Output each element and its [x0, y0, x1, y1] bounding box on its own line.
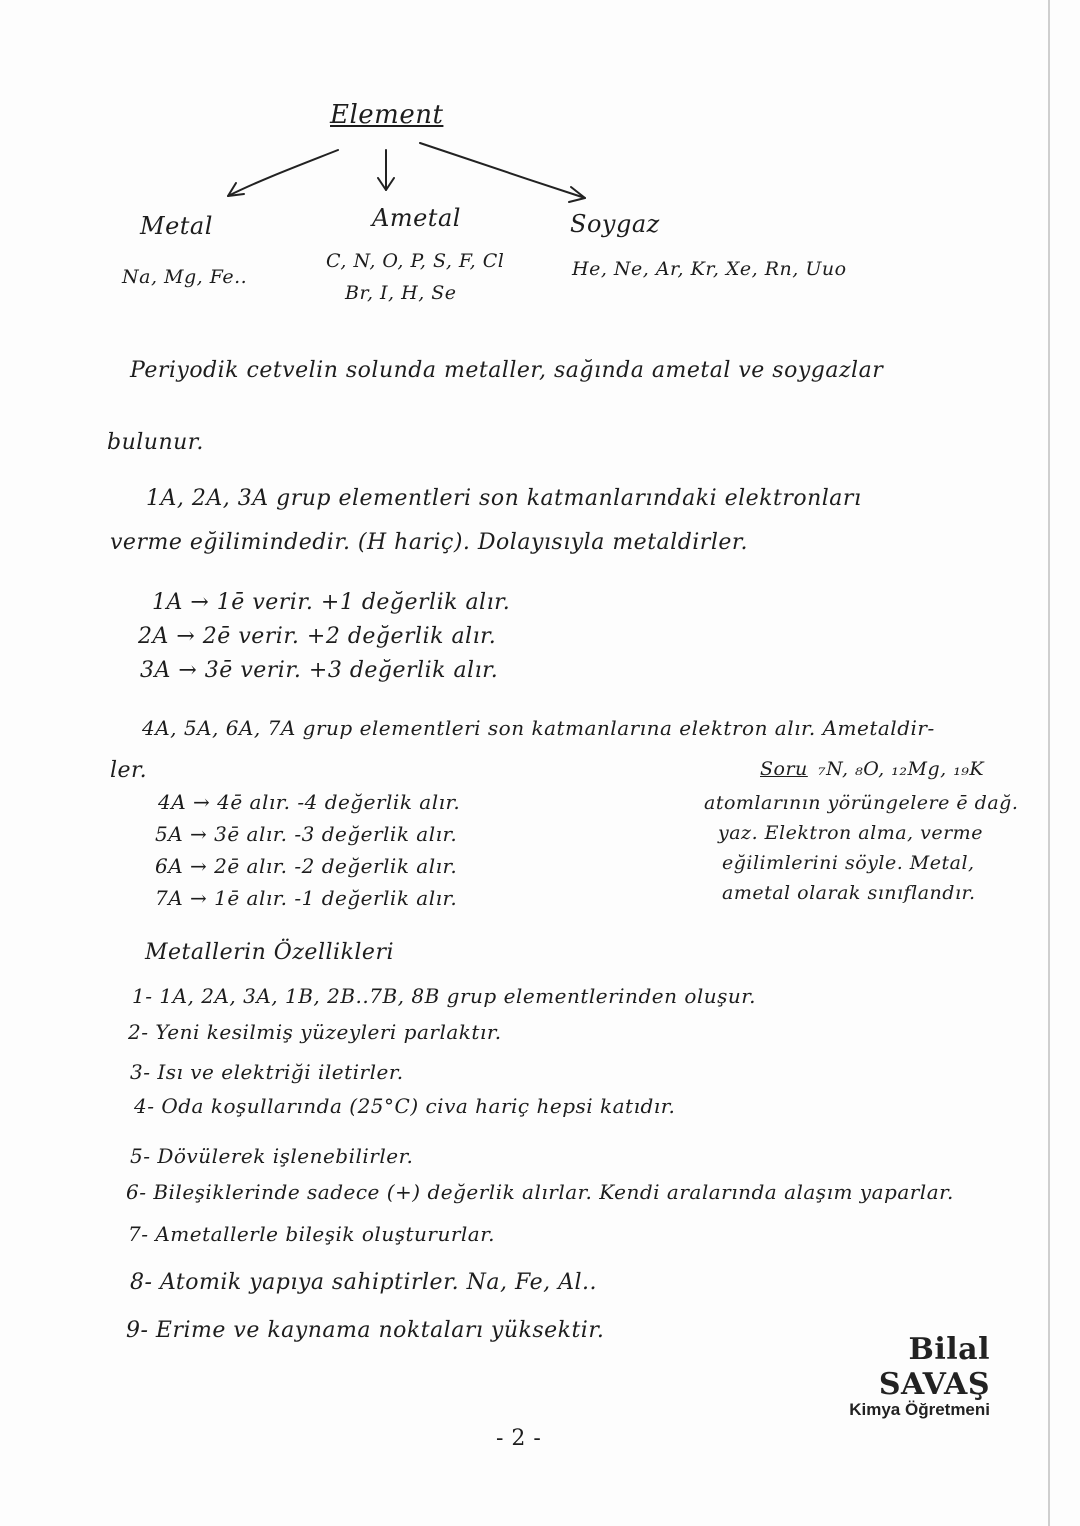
property-item-4: 4- Oda koşullarında (25°C) civa hariç hepsi katıdır.	[134, 1094, 676, 1118]
nonmetals-group-line-2: ler.	[110, 758, 148, 783]
branch-metal-label: Metal	[140, 212, 213, 240]
nonmetals-row-4a: 4A → 4ē alır. -4 değerlik alır.	[158, 790, 461, 814]
nonmetals-row-5a: 5A → 3ē alır. -3 değerlik alır.	[155, 822, 458, 846]
branch-metal-examples: Na, Mg, Fe..	[122, 266, 248, 288]
branch-ametal-label: Ametal	[372, 204, 461, 232]
question-line-4: ametal olarak sınıflandır.	[722, 882, 976, 904]
branch-soygaz-examples: He, Ne, Ar, Kr, Xe, Rn, Uuo	[572, 258, 847, 280]
question-title: Soru	[760, 758, 808, 780]
question-line-1: atomlarının yörüngelere ē dağ.	[704, 792, 1019, 814]
signature-block	[790, 1332, 990, 1420]
page-number: - 2 -	[496, 1426, 542, 1451]
nonmetals-group-line-1: 4A, 5A, 6A, 7A grup elementleri son katmanlarına elektron alır. Ametaldir-	[142, 716, 935, 740]
nonmetals-row-6a: 6A → 2ē alır. -2 değerlik alır.	[155, 854, 458, 878]
intro-line-1: Periyodik cetvelin solunda metaller, sağında ametal ve soygazlar	[130, 358, 884, 383]
intro-line-2: bulunur.	[107, 430, 204, 455]
property-item-3: 3- Isı ve elektriği iletirler.	[130, 1060, 404, 1084]
question-line-2: yaz. Elektron alma, verme	[718, 822, 983, 844]
metals-row-3a: 3A → 3ē verir. +3 değerlik alır.	[140, 658, 499, 683]
property-item-2: 2- Yeni kesilmiş yüzeyleri parlaktır.	[128, 1020, 502, 1044]
arrow-to-soygaz	[420, 143, 585, 198]
property-item-9: 9- Erime ve kaynama noktaları yüksektir.	[126, 1318, 605, 1343]
branch-ametal-examples: C, N, O, P, S, F, Cl	[326, 250, 505, 272]
properties-title: Metallerin Özellikleri	[145, 940, 395, 965]
branch-soygaz-label: Soygaz	[570, 210, 660, 238]
signature-name: Bilal SAVAŞ	[878, 1332, 990, 1402]
property-item-6: 6- Bileşiklerinde sadece (+) değerlik alırlar. Kendi aralarında alaşım yaparlar.	[126, 1180, 954, 1204]
branch-ametal-examples-2: Br, I, H, Se	[345, 282, 457, 304]
metals-row-1a: 1A → 1ē verir. +1 değerlik alır.	[152, 590, 511, 615]
metals-row-2a: 2A → 2ē verir. +2 değerlik alır.	[138, 624, 497, 649]
metals-group-line-2: verme eğilimindedir. (H hariç). Dolayısıyla metaldirler.	[110, 530, 748, 555]
metals-group-line-1: 1A, 2A, 3A grup elementleri son katmanlarındaki elektronları	[146, 486, 862, 511]
arrow-to-metal	[228, 150, 338, 196]
property-item-1: 1- 1A, 2A, 3A, 1B, 2B..7B, 8B grup elementlerinden oluşur.	[132, 984, 756, 1008]
question-line-3: eğilimlerini söyle. Metal,	[722, 852, 975, 874]
nonmetals-row-7a: 7A → 1ē alır. -1 değerlik alır.	[155, 886, 458, 910]
diagram-root-label: Element	[330, 100, 444, 130]
signature-role: Kimya Öğretmeni	[849, 1400, 990, 1419]
question-elements: ₇N, ₈O, ₁₂Mg, ₁₉K	[818, 758, 985, 780]
property-item-5: 5- Dövülerek işlenebilirler.	[130, 1144, 414, 1168]
property-item-7: 7- Ametallerle bileşik oluştururlar.	[128, 1222, 495, 1246]
property-item-8: 8- Atomik yapıya sahiptirler. Na, Fe, Al..	[130, 1270, 597, 1295]
